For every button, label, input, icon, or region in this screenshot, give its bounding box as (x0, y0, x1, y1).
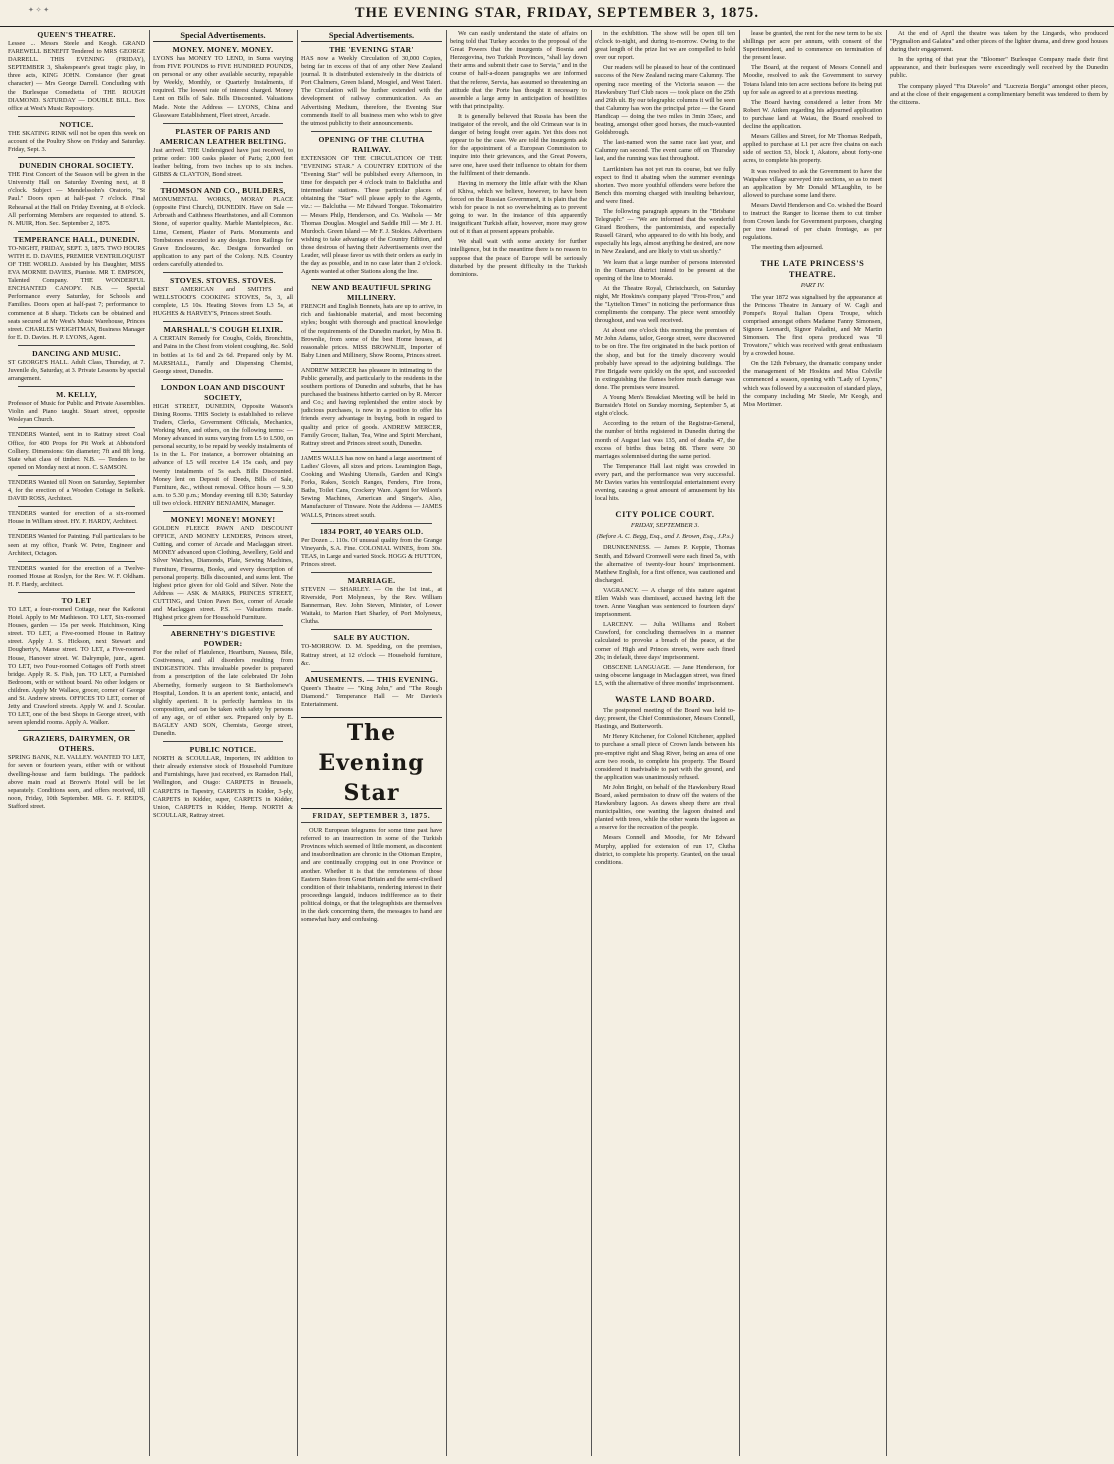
advertisement-heading: TEMPERANCE HALL, DUNEDIN. (13, 234, 140, 244)
land-board-paragraph: Messrs David Henderson and Co. wished the Board to instruct the Ranger to license them to cut timber from Crown lands for Government purposes, charging per tree instead of per chain frontage, as per regulations. (743, 201, 882, 242)
advertisement-text: THE SKATING RINK will not be open this week on account of the Poultry Show on Friday and Saturday. Friday, Sept. 3. (8, 129, 145, 154)
advertisement-heading: PLASTER OF PARIS AND AMERICAN LEATHER BELTING. (159, 126, 287, 146)
advertisement-text: Just arrived. THE Undersigned have just received, to prime order: 100 casks plaster of Paris; 2,000 feet leather belting, from two inches up to six inches. GIBBS & CLAYTON, Bond street. (153, 146, 293, 179)
advertisement-divider (18, 427, 135, 428)
news-paragraph: Our readers will be pleased to hear of the continued success of the New Zealand racing mare Calumny. The opening race meeting of the Victoria season — the Hawkesbury Turf Club races — took place on the 25th and 26th ult. By our telegraphic columns it will be seen that Calumny has won the principal prize — the Grand Handicap — doing the two miles in 3min 35sec, and beating, amongst other good horses, the much-vaunted Goldsbrough. (595, 64, 735, 137)
advertisement-text: TO LET, a four-roomed Cottage, near the Kaikorai Hotel. Apply to Mr Mathieson. TO LET, Six-roomed Houses, garden — 15s per week. Hutchinson, King street. TO LET, a Five-roomed House in Rattray street. Apply J. S. Hickson, next Stewart and Dougherty's, Manse street. TO LET, a Five-roomed House, Hanover street. W. Dalrymple, junr., agent. TO LET, two Four-roomed Cottages off Forth street bridge. Apply R. S. Fish, jun. TO LET, a Furnished Bedroom, with or without board. No other lodgers or children. Apply Mr Wallace, grocer, corner of George and St. Andrew streets. OFFICES TO LET, corner of Jetty and Crawford streets. Apply W. and J. Scoular. TO LET, one of the best Shops in George street, with seven splendid rooms. Apply A. Walker. (8, 605, 145, 727)
column-special-ads-1 (153, 30, 293, 1456)
advertisement (153, 45, 293, 120)
column-rule (149, 30, 150, 1456)
news-paragraph: Larrikinism has not yet run its course, but we fully expect to find it abating when the summer evenings shorten. Two more youthful offenders were before the Bench this morning charged with insulting behaviour, and were fined. (595, 165, 735, 205)
advertisement-text: A CERTAIN Remedy for Coughs, Colds, Bronchitis, and Pains in the Chest from violent coughing, &c. Sold in bottles at 1s 6d and 2s 6d. Prepared only by M. MARSHALL, Family and Dispensing Chemist, George street, Dunedin. (153, 335, 293, 375)
police-court-paragraph: OBSCENE LANGUAGE. — Jane Henderson, for using obscene language in Maclaggan street, was fined L5, with the alternative of three months' imprisonment. (595, 663, 735, 687)
news-paragraph: The last-named won the same race last year, and Calumny ran second. The event came off on Thursday last, and the running was fast throughout. (595, 139, 735, 163)
advertisement-text: ANDREW MERCER has pleasure in intimating to the Public generally, and particularly to the residents in the southern portions of Dunedin and suburbs, that he has purchased the business hitherto carried on by R. Mercer and Co.; and having replenished the entire stock by judicious purchases, is now in a position to offer his friends every advantage in buying, both in regard to quality and price of goods. ANDREW MERCER, Family Grocer, Italian, Tea, Wine and Spirit Merchant, Rattray street and Princes street south, Dunedin. (301, 366, 442, 447)
advertisement (8, 30, 145, 113)
police-court-bench: (Before A. C. Begg, Esq., and J. Brown, Esq., J.P.s.) (596, 533, 734, 541)
advertisement-heading: PUBLIC NOTICE. (189, 745, 257, 755)
advertisement-divider (163, 321, 283, 322)
advertisement (8, 161, 145, 228)
column-rule (591, 30, 592, 1456)
advertisement (153, 186, 293, 269)
advertisement-divider (163, 511, 283, 512)
theatre-history-paragraph: The year 1872 was signalised by the appearance at the Princess Theatre in January of W. Cagli and Pompei's Royal Italian Opera Troupe, which comprised amongst others Madame Fanny Simonsen, Signora Leonardi, Signor Paladini, and Mr Martin Simonsen. The first opera produced was "Il Trovatore," which was received with great enthusiasm by a crowded house. (743, 293, 882, 358)
advertisement-heading: ABERNETHY'S DIGESTIVE POWDER: (170, 629, 276, 649)
land-board-paragraph: The Board, at the request of Messrs Connell and Moodie, resolved to ask the Government to survey Totara Island into ten acre sections before its being put up for sale as agreed to at a previous meeting. (743, 64, 882, 96)
news-paragraph: We learn that a large number of persons interested in the Oamaru district intend to be present at the opening of the line to Moeraki. (595, 258, 735, 282)
column-header: Special Advertisements. (301, 30, 442, 42)
advertisement-heading: THE 'EVENING STAR' (329, 45, 414, 54)
land-board-paragraph: Messrs Gillies and Street, for Mr Thomas Redpath, applied to purchase at L1 per acre five chains on each side of section 53, block I, Akatore, about forty-one acres, to complete his property. (743, 133, 882, 165)
editorial-flag: The Evening Star (301, 717, 442, 809)
advertisement-text: Lessee ... Messrs Steele and Keogh. GRAND FAREWELL BENEFIT Tendered to MRS GEORGE DARRELL. THIS EVENING (FRIDAY), SEPTEMBER 3, Shakespeare's great tragic play, in three acts, KING JOHN. Constance (her great character) — Mrs George Darrell. Concluding with the Burlesque Comedietta of THE ROUGH DIAMOND. SATURDAY — DOUBLE BILL. Box office at West's Music Repository. (8, 40, 145, 112)
advertisement (8, 510, 145, 526)
princess-theatre-title: THE LATE PRINCESS'S THEATRE. (760, 259, 865, 280)
princess-theatre-part: PART IV. (800, 282, 825, 290)
news-paragraph: According to the return of the Registrar-General, the number of births registered in Dunedin during the month of August last was 135, and of deaths 47, the excess of births thus being 88. There were 30 marriages solemnised during the same period. (595, 420, 735, 460)
news-paragraph: A Young Men's Breakfast Meeting will be held in Burnside's Hotel on Sunday morning, September 5, at eight o'clock. (595, 394, 735, 418)
land-board-paragraph: lease be granted, the rent for the new term to be six shillings per acre per annum, with consent of the Superintendent, and to commence on termination of the present lease. (743, 30, 882, 62)
column-rule (446, 30, 447, 1456)
advertisement-divider (18, 386, 135, 387)
advertisement (8, 120, 145, 154)
advertisement (301, 455, 442, 520)
waste-land-paragraph: The postponed meeting of the Board was held to-day; present, the Chief Commissioner, Messrs Connell, Hastings, and Butterworth. (595, 707, 735, 731)
advertisement (301, 45, 442, 128)
advertisement-text: GOLDEN FLEECE PAWN AND DISCOUNT OFFICE, AND MONEY LENDERS, Princes street, Cutting, and corner of Arcade and Maclaggan street. MONEY advanced upon Clothing, Jewellery, Gold and Silver Watches, Diamonds, Plate, Sewing Machines, Furniture, Firearms, Books, and every description of personal property. Bills discounted, and sums lent. The highest price given for old Gold and Silver. Note the Address — ASK & MARKS, PRINCES STREET, CUTTING, and Union Pawn Box, corner of Arcade and Maclaggan street. P.S. — Valuations made. Highest price given for Household Furniture. (153, 525, 293, 622)
advertisement-text: SPRING BANK, N.E. VALLEY. WANTED TO LET, for seven or fourteen years, either with or without dwelling-house and farm buildings. The paddock above main road at Brown's Hotel will be let separately. Conditions seen, and offers received, till noon, Friday, 10th September. MR. G. F. REID'S, Stafford street. (8, 754, 145, 810)
advertisement-text: BEST AMERICAN and SMITH'S and WELLSTOOD'S COOKING STOVES, 5s, 3, all complete, L5 10s. Heating Stoves from L3 5s, at HUGHES & HARVEY'S, Princes street South. (153, 285, 293, 318)
advertisement (301, 527, 442, 569)
advertisement-divider (18, 157, 135, 158)
advertisement-divider (311, 629, 432, 630)
advertisement-divider (311, 279, 432, 280)
advertisement-divider (163, 123, 283, 124)
theatre-history-paragraph: At the end of April the theatre was taken by the Lingards, who produced "Pygmalion and Galatea" and other pieces of the lighter drama, and drew good houses during their engagement. (890, 30, 1108, 54)
advertisement-text: TENDERS Wanted for Painting. Full particulars to be seen at my office, Frank W. Petre, Engineer and Architect, Octagon. (8, 533, 145, 557)
advertisement (153, 515, 293, 622)
advertisement-text: Per Dozen ... 110s. Of unusual quality from the Grange Vineyards, S.A. Fine. COLONIAL WINES, from 30s. TEAS, in Large and varied Stock. HOGG & HUTTON, Princes street. (301, 536, 442, 568)
advertisement-text: TENDERS Wanted, sent in to Rattray street Coal Office, for 400 Props for Pit Work at Abbotsford Colliery. Dimensions: 6in diameter; 7ft and 8ft long. State what class of timber. N.B. — Tenders to be opened on Monday next at noon. C. SAMSON. (8, 431, 145, 471)
column-land-board (743, 30, 882, 1456)
advertisement-text: TENDERS Wanted till Noon on Saturday, September 4, for the erection of a Wooden Cottage in Selkirk. DAVID ROSS, Architect. (8, 478, 145, 503)
advertisement (301, 367, 442, 448)
advertisement-divider (18, 506, 135, 507)
advertisement (301, 633, 442, 667)
advertisement (153, 325, 293, 375)
advertisement-text: HIGH STREET, DUNEDIN, Opposite Watson's Dining Rooms. THIS Society is established to relieve Traders, Clerks, Government Officials, Mechanics, Working Men, and others, on the following terms: — Money advanced in sums varying from L5 to L500, on personal security, to be repaid by weekly instalments of 1s in the L. For instance, a borrower obtaining an advance of L5 will receive L4 15s cash, and pay twenty instalments of 5s each. Bills Discounted. Money lent on Deposit of Deeds, Bills of Sale, Furniture, &c., without removal. Office hours — 9.30 a.m. to 5.30 p.m.; Monday evening till 8.30; Saturday till two o'clock. HENRY BENJAMIN, Manager. (153, 402, 293, 507)
news-paragraph: in the exhibition. The show will be open till ten o'clock to-night, and during to-morrow. Owing to the great length of the prize list we are compelled to hold over our report. (595, 30, 735, 62)
advertisement (153, 276, 293, 318)
column-classifieds (8, 30, 145, 1456)
police-court-title: CITY POLICE COURT. (615, 510, 715, 520)
advertisement-divider (163, 379, 283, 380)
column-rule (739, 30, 740, 1456)
page-ornament: ✦ ✧ ✦ (28, 6, 50, 14)
advertisement-heading: AMUSEMENTS. — THIS EVENING. (304, 674, 439, 684)
editorial-paragraph: We can easily understand the state of affairs on being told that Turkey accedes to the proposal of the Great Powers that the insurgents of Bosnia and Herzegovina, two Turkish Provinces, "shall lay down their arms and submit their case to Servia," and in the course of half-a-dozen paragraphs we are informed that the referee, Servia, has assumed so threatening an attitude that the Porte has thought it necessary to assemble a large army in anticipation of hostilities with that principality. (450, 30, 587, 110)
advertisement-divider (311, 363, 432, 364)
advertisement-divider (163, 741, 283, 742)
advertisement-divider (311, 451, 432, 452)
advertisement-divider (18, 475, 135, 476)
advertisement (301, 675, 442, 709)
advertisement-heading: TO LET (61, 595, 92, 605)
advertisement-divider (311, 523, 432, 524)
advertisement-text: TO-MORROW. D. M. Spedding, on the premises, Rattray street, at 12 o'clock — Household furniture, &c. (301, 643, 442, 667)
advertisement-text: MONUMENTAL WORKS, MORAY PLACE (opposite First Church), DUNEDIN. Have on Sale — Arbroath and Caithness Hearthstones, and all Common Stone, of superior quality. Marble Mantelpieces, &c. Lime, Cement, Plaster of Paris. Monuments and Tombstones executed to any design. Iron Railings for Grave Enclosures, &c. Designs forwarded on application to any part of the Colony. N.B. Country orders carefully attended to. (153, 196, 293, 268)
advertisement-text: For the relief of Flatulence, Heartburn, Nausea, Bile, Costiveness, and all disorders resulting from INDIGESTION. This invaluable powder is prepared from a prescription of the late celebrated Dr John Abernethy, formerly surgeon to St Bartholomew's Hospital, London. It is an aperient tonic, antacid, and slightly aperient. It is perfectly harmless in its composition, and can be taken with safety by persons of any age, or of either sex. Prepared only by E. BAGLEY AND SON, Chemists, George street, Dunedin. (153, 649, 293, 738)
column-local-news (595, 30, 735, 1456)
advertisement-divider (18, 116, 135, 117)
advertisement (301, 135, 442, 276)
advertisement-text: ST GEORGE'S HALL. Adult Class, Thursday, at 7. Juvenile do, Saturday, at 3. Private Lessons by special arrangement. (8, 358, 145, 383)
waste-land-board-title: WASTE LAND BOARD. (615, 695, 715, 705)
advertisement-divider (311, 131, 432, 132)
advertisement-heading: STOVES. STOVES. STOVES. (170, 275, 276, 285)
land-board-paragraph: The meeting then adjourned. (751, 244, 824, 252)
advertisement (8, 235, 145, 342)
advertisement-text: JAMES WALLS has now on hand a large assortment of Ladies' Gloves, all sizes and prices. Leamington Bags, Cooking and Washing Utensils, Garden and King's Forks, Rakes, Scotch Ranges, Fenders, Fire Irons, Baths, Toilet Cans, Crockery Ware. Agent for Wilson's Sewing Machines, American and Singer's. Also, Manufacturer of Tinware. Note the Address — JAMES WALLS, Princes street south. (301, 454, 442, 519)
column-rule (297, 30, 298, 1456)
advertisement (8, 533, 145, 557)
column-rule (886, 30, 887, 1456)
waste-land-paragraph: Mr John Bright, on behalf of the Hawkesbury Road Board, asked permission to draw off the waters of the Hawkesbury lagoon. As dawes sheep there are rival municipalities, one wanting the lagoon drained and planted with trees, while the other wants the lagoon as a reserve for the recreation of the people. (595, 783, 735, 832)
advertisement-heading: MARRIAGE. (347, 575, 396, 585)
advertisement-divider (18, 592, 135, 593)
advertisement-text: LYONS has MONEY TO LEND, in Sums varying from FIVE POUNDS to FIVE HUNDRED POUNDS, on personal or any other available security, repayable by Weekly, Monthly, or Quarterly Instalments, if required. The lowest rate of interest charged. Money Lent on Bills of Sale. Bills Discounted. Valuations Made. Note the Address — LYONS, China and Glassware Establishment, Fleet street, Arcade. (153, 55, 293, 119)
advertisement (153, 745, 293, 820)
column-editorial (450, 30, 587, 1456)
advertisement (8, 431, 145, 471)
advertisement-heading: MARSHALL'S COUGH ELIXIR. (163, 325, 283, 335)
column-special-ads-2 (301, 30, 442, 1456)
advertisement (153, 629, 293, 738)
advertisement-text: STEVEN — SHARLEY. — On the 1st inst., at Riverside, Port Molyneux, by the Rev. William Bannerman, Rev. John Steven, Minister, of Lower Waitaki, to Marion Hart Sharley, of Port Molyneux, Clutha. (301, 585, 442, 626)
advertisement-text: NORTH & SCOULLAR, Importers, IN addition to their already extensive stock of Household Furniture and Furnishings, have just received, ex Ramsdon Hall, Wellington, and Otago: CARPETS in Brussels, CARPETS in Tapestry, CARPETS in Kidder, 3-ply, CARPETS in Kidder, super, CARPETS in Kidder, Union, CARPETS in Kidder, Hemp. NORTH & SCOULLAR, Rattray street. (153, 755, 293, 819)
advertisement-text: HAS now a Weekly Circulation of 30,000 Copies, being far in excess of that of any other New Zealand journal. It is distributed extensively in the districts of Port Chalmers, Green Island, Mosgiel, and West Taieri. The Circulation will be further extended with the development of railway communication. As an Advertising Medium, therefore, the Evening Star commends itself to all business men who wish to give the utmost publicity to their announcements. (301, 55, 442, 127)
advertisement-divider (311, 572, 432, 573)
news-paragraph: The Temperance Hall last night was crowded in every part, and the performance was very successful. Mr Davies varies his ventriloquial entertainment every evening, causing a great amount of amusement by his local hits. (595, 462, 735, 503)
police-court-paragraph: VAGRANCY. — A charge of this nature against Ellen Walsh was dismissed, accused having left the town. Anne Vaughan was sentenced to fourteen days' imprisonment. (595, 586, 735, 619)
land-board-paragraph: The Board having considered a letter from Mr Robert W. Aitken regarding his adjourned application to purchase land at Waiau, the Board resolved to decline the application. (743, 98, 882, 131)
advertisement-heading: 1834 PORT, 40 YEARS OLD. (319, 526, 424, 536)
advertisement (8, 390, 145, 424)
news-paragraph: At the Theatre Royal, Christchurch, on Saturday night, Mr Hoskins's company played "Frou-Frou," and the "Lyttelton Times" in noticing the performance thus compliments the company. The piece went smoothly throughout, and was well received. (595, 284, 735, 325)
advertisement-text: TO-NIGHT, FRIDAY, SEPT. 3, 1875. TWO HOURS WITH E. D. DAVIES, PREMIER VENTRILOQUIST OF THE WORLD. Assisted by his Daughter, MISS EVA MORNIE DAVIES, Pianiste. MR T. EMPSON, Talented Company. THE WONDERFUL ENCHANTED CANOPY. N.B. — Special Performance every Saturday, for Schools and Families. Doors open at half-past 7; performance to commence at 8 sharp. Tickets can be obtained and seats secured at Mr West's Music Warehouse, Princes street. CHARLES WEIGHTMAN, Business Manager for E. D. Davies. H. P. LYONS, Agent. (8, 244, 145, 341)
police-court-paragraph: LARCENY. — Julia Williams and Robert Crawford, for concluding themselves in a manner calculated to provoke a breach of the peace, at the corner of High and Princes streets, were each fined 20s; in default, three days' imprisonment. (595, 621, 735, 661)
advertisement-divider (163, 272, 283, 273)
advertisement-heading: M. KELLY, (56, 390, 97, 400)
advertisement (301, 283, 442, 360)
editorial-paragraph: Having in memory the little affair with the Khan of Khiva, which we believe, however, to have been forced on the Russian Government, it is plain that the wish for peace is not so overwhelming as to prevent going to war. In the instance of this apparently insignificant Turkish affair, however, more may grow out of it than at present appears probable. (450, 179, 587, 236)
police-court-paragraph: DRUNKENNESS. — James P. Keppie, Thomas Smith, and Edward Cromwell were each fined 5s, with the alternative of twenty-four hours' imprisonment. Matthew English, for a first offence, was cautioned and discharged. (595, 544, 735, 584)
advertisement (301, 576, 442, 626)
advertisement-heading: DUNEDIN CHORAL SOCIETY. (19, 161, 134, 171)
masthead (0, 0, 1114, 27)
advertisement-heading: THOMSON AND CO., BUILDERS, (160, 186, 286, 196)
advertisement-divider (18, 561, 135, 562)
advertisement-divider (18, 730, 135, 731)
advertisement-text: Professor of Music for Public and Private Assemblies. Violin and Piano taught. Stuart street, opposite Wesleyan Church. (8, 400, 145, 424)
advertisement-heading: DANCING AND MUSIC. (32, 348, 121, 358)
land-board-paragraph: It was resolved to ask the Government to have the Waipahee village surveyed into sections, so as to meet an application by Mr Donald M'Laughlin, to be allowed to purchase some land there. (743, 167, 882, 199)
waste-land-paragraph: Mr Henry Kitchener, for Colonel Kitchener, applied to purchase a small piece of Crown lands between his pre-emptive right and Shag River, being an area of one acre two roods, to complete his property. The Board considered it inadvisable to part with the ground, and the application was unanimously refused. (595, 733, 735, 781)
newspaper-title: THE EVENING STAR, FRIDAY, SEPTEMBER 3, 1875. (354, 5, 760, 21)
advertisement-text: THE First Concert of the Season will be given in the University Hall on Saturday Evening next, at 8 o'clock. Subject — Mendelssohn's Oratorio, "St Paul." Doors open at half-past 7 o'clock. Final Rehearsal at the Hall on Friday Evening, at 8 o'clock. All performing Members are requested to attend. S. N. MUIR, Hon. Sec. September 2, 1875. (8, 171, 145, 227)
advertisement-text: TENDERS wanted for erection of a six-roomed House in William street. HY. F. HARDY, Architect. (8, 510, 145, 526)
advertisement (153, 383, 293, 508)
advertisement-text: Queen's Theatre — "King John," and "The Rough Diamond." Temperance Hall — Mr Davies's Entertainment. (301, 684, 442, 708)
advertisement-divider (18, 231, 135, 232)
advertisement-heading: GRAZIERS, DAIRYMEN, OR OTHERS. (22, 734, 131, 754)
advertisement-heading: NOTICE. (59, 119, 94, 129)
editorial-body (301, 827, 442, 924)
advertisement (8, 565, 145, 589)
column-theatre-history (890, 30, 1108, 1456)
advertisement-divider (18, 345, 135, 346)
advertisement-heading: MONEY! MONEY! MONEY! (170, 515, 276, 525)
editorial-paragraph: It is generally believed that Russia has been the instigator of the revolt, and the old Crimean war is in danger of being fought over again. Yet this does not appear to be the case. We are told the insurgents ask for the appointment of a European Commission to inquire into their grievances, and the Great Powers, save one, have used their influence to obtain for them the fulfilment of their demands. (450, 112, 587, 177)
advertisement-heading: NEW AND BEAUTIFUL SPRING MILLINERY. (311, 283, 432, 303)
advertisement (8, 349, 145, 383)
advertisement-divider (311, 671, 432, 672)
advertisement-heading: MONEY. MONEY. MONEY. (172, 45, 274, 54)
advertisement-divider (163, 625, 283, 626)
advertisement-divider (163, 182, 283, 183)
advertisement (8, 479, 145, 503)
editorial-paragraph: We shall wait with some anxiety for further intelligence, but in the meantime there is no reason to suppose that the peace of Europe will be seriously disturbed by the present difficulty in the Turkish dominions. (450, 238, 587, 278)
advertisement (153, 127, 293, 179)
advertisement-heading: LONDON LOAN AND DISCOUNT SOCIETY, (160, 382, 286, 402)
advertisement-text: TENDERS wanted for the erection of a Twelve-roomed House at Roslyn, for the Rev. W. F. Oldham. H. F. Hardy, architect. (8, 564, 145, 588)
theatre-history-paragraph: On the 12th February, the dramatic company under the management of Mr Hoskins and Miss Colville commenced a season, opening with "Lady of Lyons," which was followed by a succession of standard plays, the company including Mr Steele, Mr Keogh, and Miss Mortimer. (743, 360, 882, 408)
advertisement (8, 734, 145, 811)
advertisement-divider (18, 529, 135, 530)
waste-land-paragraph: Messrs Connell and Moodie, for Mr Edward Murphy, applied for extension of run 17, Clutha district, to complete his property. Granted, on the usual conditions. (595, 834, 735, 866)
police-court-date: FRIDAY, SEPTEMBER 3. (630, 522, 700, 530)
editorial-dateline: FRIDAY, SEPTEMBER 3, 1875. (301, 812, 442, 823)
news-paragraph: At about one o'clock this morning the premises of Mr John Adams, tailor, George street, were discovered to be on fire. The fire originated in the back portion of the shop, and but for the timely discovery would probably have spread to the adjoining buildings. The Fire Brigade were quickly on the spot, and succeeded in extinguishing the flames before much damage was done. The premises were insured. (595, 327, 735, 391)
news-paragraph: The following paragraph appears in the "Brisbane Telegraph:" — "We are informed that the wonderful Girard Brothers, the pantomimists, and especially Russell Girard, who appeared to do with his body, and especially his legs, almost anything he desired, are now in New Zealand, and are likely to visit us shortly." (595, 207, 735, 256)
advertisement-heading: QUEEN'S THEATRE. (37, 30, 116, 39)
theatre-history-paragraph: In the spring of that year the "Bloomer" Burlesque Company made their first appearance, and their burlesques were exceedingly well received by the Dunedin public. (890, 56, 1108, 80)
advertisement-text: EXTENSION OF THE CIRCULATION OF THE "EVENING STAR." A COUNTRY EDITION of the "Evening Star" will be published every Afternoon, in time for despatch per 4 o'clock train to Balclutha and intermediate stations. These particular places of obtaining the "Star" will please apply to the Agents, viz.: — Balclutha — Mr Edward Tongue. Tokomairiro — Messrs Philp, Henderson, and Co. Waihola — Mr Thomas Douglas. Mosgiel and Saddle Hill — Mr J. H. Murdoch. Green Island — Mr F. J. Stokies. Advertisers wishing to take advantage of the Country Edition, and those desirous of having their Advertisements over the Leader, will please favor us with their orders as early in the day as possible, and in no case later than 2 o'clock. Agents wanted at other Stations along the line. (301, 154, 442, 276)
advertisement-heading: OPENING OF THE CLUTHA RAILWAY. (318, 134, 425, 154)
theatre-history-paragraph: The company played "Fra Diavolo" and "Lucrezia Borgia" amongst other pieces, and at the close of their engagement a complimentary benefit was tendered to them by the citizens. (890, 82, 1108, 106)
column-header: Special Advertisements. (153, 30, 293, 42)
advertisement-heading: SALE BY AUCTION. (333, 633, 410, 643)
editorial-paragraph: OUR European telegrams for some time past have referred to an insurrection in some of the Turkish Provinces which seemed of little moment, as discontent and insubordination are chronic in the Ottoman Empire, and are continually cropping out in one Province or another. Whether it is that the remoteness of those Eastern States from Great Britain and the semi-civilised condition of their inhabitants, rendering interest in their proceedings languid, induces indifference as to their political doings, or that the telegraphists are themselves in the dark concerning them, the messages to hand are somewhat hazy and confusing. (301, 827, 442, 924)
advertisement (8, 596, 145, 727)
advertisement-text: FRENCH and English Bonnets, hats are up to arrive, in rich and fashionable material, and most becoming styles; bought with thorough and practical knowledge of the requirements of the Dunedin market, by Miss B. Brownlie, from some of the best Home houses, at reasonable prices. MISS BROWNLIE, Importer of Baby Linen and Millinery, Show Rooms, Princes street. (301, 303, 442, 359)
